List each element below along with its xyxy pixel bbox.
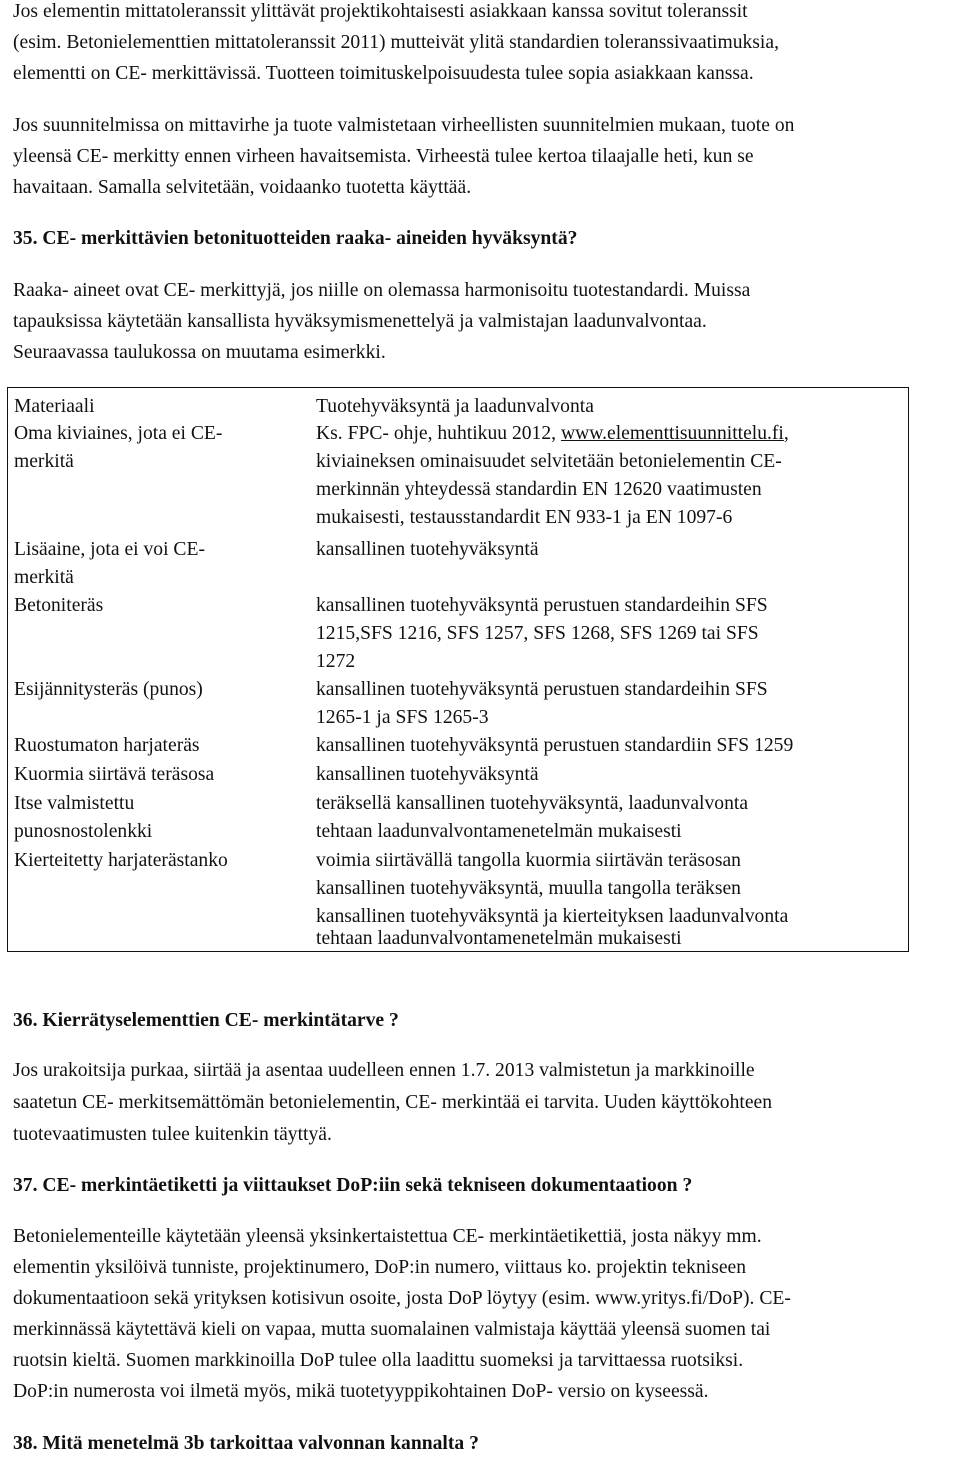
row5-material-line-1: Ruostumaton harjateräs [14,735,200,756]
row3-approval-line-2: 1215,SFS 1216, SFS 1257, SFS 1268, SFS 1269 tai SFS [316,623,759,644]
q35-line-1: Raaka- aineet ovat CE- merkittyjä, jos niille on olemassa harmonisoitu tuotestandardi. Muissa [13,280,751,301]
q36-line-1: Jos urakoitsija purkaa, siirtää ja asentaa uudelleen ennen 1.7. 2013 valmistetun ja markkinoille [13,1060,755,1081]
row1-approval-line-2: kiviaineksen ominaisuudet selvitetään betonielementin CE- [316,451,782,472]
row3-approval-line-1: kansallinen tuotehyväksyntä perustuen standardeihin SFS [316,595,768,616]
row7-material-line-1: Itse valmistettu [14,793,135,814]
q36-line-3: tuotevaatimusten tulee kuitenkin täyttyä. [13,1124,332,1145]
intro-p2-line-1: Jos suunnitelmissa on mittavirhe ja tuote valmistetaan virheellisten suunnitelmien mukaan, tuote on [13,115,795,136]
row1-material-line-1: Oma kiviaines, jota ei CE- [14,423,223,444]
intro-p2-line-3: havaitaan. Samalla selvitetään, voidaanko tuotetta käyttää. [13,177,472,198]
q35-heading: 35. CE- merkittävien betonituotteiden raaka- aineiden hyväksyntä? [13,228,578,249]
row2-approval-line-1: kansallinen tuotehyväksyntä [316,539,539,560]
table-header-material: Materiaali [14,396,95,417]
q37-line-3: dokumentaatioon sekä yrityksen kotisivun osoite, josta DoP löytyy (esim. www.yritys.fi/DoP). CE- [13,1288,791,1309]
elementtisuunnittelu-link[interactable]: www.elementtisuunnittelu.fi [560,423,784,444]
row3-approval-line-3: 1272 [316,651,356,672]
row7-approval-line-1: teräksellä kansallinen tuotehyväksyntä, laadunvalvonta [316,793,749,814]
q37-line-5: ruotsin kieltä. Suomen markkinoilla DoP tulee olla laadittu suomeksi ja tarvittaessa ruotsiksi. [13,1350,744,1371]
table-header-approval: Tuotehyväksyntä ja laadunvalvonta [316,396,594,417]
q37-line-6: DoP:in numerosta voi ilmetä myös, mikä tuotetyyppikohtainen DoP- versio on kyseessä. [13,1381,709,1402]
row4-material-line-1: Esijännitysteräs (punos) [14,679,203,700]
row4-approval-line-1: kansallinen tuotehyväksyntä perustuen standardeihin SFS [316,679,768,700]
q35-line-3: Seuraavassa taulukossa on muutama esimerkki. [13,342,386,363]
row6-approval-line-1: kansallinen tuotehyväksyntä [316,764,539,785]
row8-approval-line-4: tehtaan laadunvalvontamenetelmän mukaisesti [316,928,682,949]
row7-material-line-2: punosnostolenkki [14,821,153,842]
q37-line-4: merkinnässä käytettävä kieli on vapaa, mutta suomalainen valmistaja käyttää yleensä suomen tai [13,1319,771,1340]
q38-heading: 38. Mitä menetelmä 3b tarkoittaa valvonnan kannalta ? [13,1433,479,1454]
row7-approval-line-2: tehtaan laadunvalvontamenetelmän mukaisesti [316,821,682,842]
row8-material-line-1: Kierteitetty harjaterästanko [14,850,228,871]
intro-p1-line-3: elementti on CE- merkittävissä. Tuotteen toimituskelpoisuudesta tulee sopia asiakkaan kanssa. [13,63,754,84]
row1-material-line-2: merkitä [14,451,74,472]
q37-heading: 37. CE- merkintäetiketti ja viittaukset DoP:iin sekä tekniseen dokumentaatioon ? [13,1175,693,1196]
intro-p1-line-2: (esim. Betonielementtien mittatoleranssit 2011) mutteivät ylitä standardien toleranssivaatimuksia, [13,32,779,53]
materials-table [7,387,909,952]
row8-approval-line-3: kansallinen tuotehyväksyntä ja kierteityksen laadunvalvonta [316,906,789,927]
row2-material-line-1: Lisäaine, jota ei voi CE- [14,539,205,560]
row6-material-line-1: Kuormia siirtävä teräsosa [14,764,215,785]
row8-approval-line-1: voimia siirtävällä tangolla kuormia siirtävän teräsosan [316,850,741,871]
row4-approval-line-2: 1265-1 ja SFS 1265-3 [316,707,489,728]
row8-approval-line-2: kansallinen tuotehyväksyntä, muulla tangolla teräksen [316,878,741,899]
row1-approval-line-1: Ks. FPC- ohje, huhtikuu 2012, www.elementtisuunnittelu.fi, [316,423,789,444]
q35-line-2: tapauksissa käytetään kansallista hyväksymismenettelyä ja valmistajan laadunvalvontaa. [13,311,707,332]
q36-heading: 36. Kierrätyselementtien CE- merkintätarve ? [13,1010,399,1031]
row1-approval-line-3: merkinnän yhteydessä standardin EN 12620 vaatimusten [316,479,762,500]
row1-approval-line-4: mukaisesti, testausstandardit EN 933-1 ja EN 1097-6 [316,507,733,528]
q37-line-2: elementin yksilöivä tunniste, projektinumero, DoP:in numero, viittaus ko. projektin tekniseen [13,1257,747,1278]
row3-material-line-1: Betoniteräs [14,595,104,616]
row2-material-line-2: merkitä [14,567,74,588]
intro-p2-line-2: yleensä CE- merkitty ennen virheen havaitsemista. Virheestä tulee kertoa tilaajalle heti, kun se [13,146,754,167]
q36-line-2: saatetun CE- merkitsemättömän betonielementin, CE- merkintää ei tarvita. Uuden käyttökohteen [13,1092,773,1113]
q37-line-1: Betonielementeille käytetään yleensä yksinkertaistettua CE- merkintäetikettiä, josta näkyy mm. [13,1226,762,1247]
row5-approval-line-1: kansallinen tuotehyväksyntä perustuen standardiin SFS 1259 [316,735,794,756]
intro-p1-line-1: Jos elementin mittatoleranssit ylittävät projektikohtaisesti asiakkaan kanssa sovitut toleranssit [13,1,748,22]
